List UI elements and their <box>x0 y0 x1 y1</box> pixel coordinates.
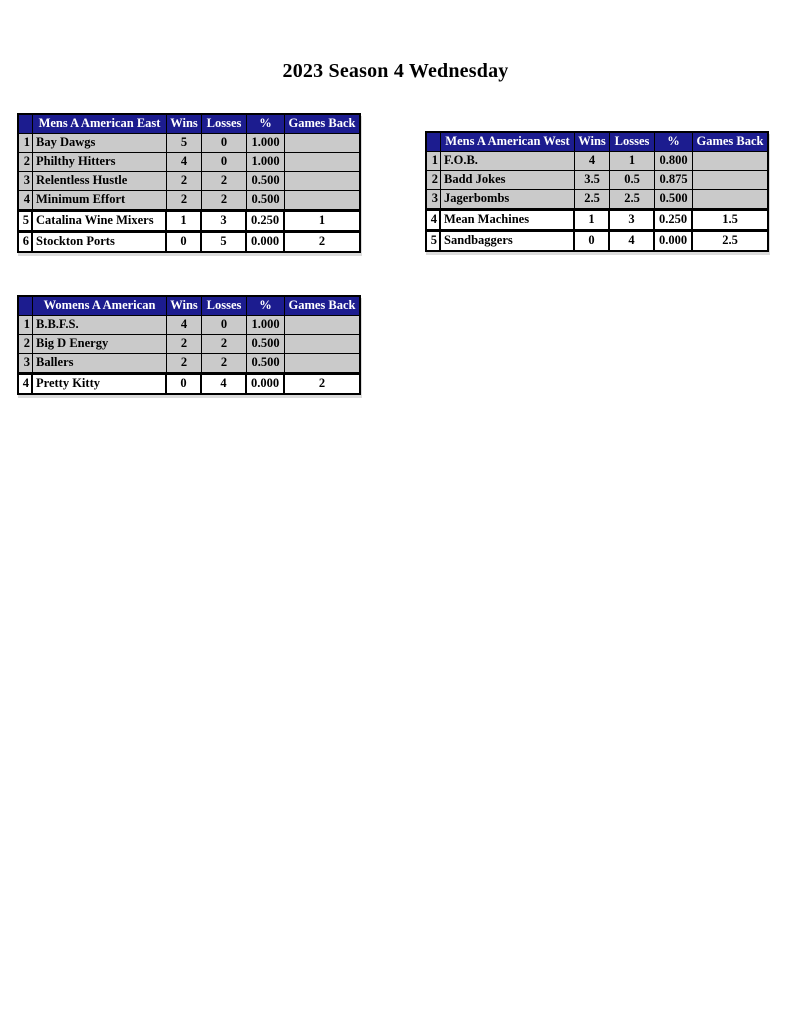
cell-team: F.O.B. <box>441 152 575 170</box>
cell-team: Ballers <box>33 354 167 372</box>
losses-column-header: Losses <box>202 297 247 315</box>
cell-games-back: 1 <box>318 213 326 227</box>
table-row <box>19 231 359 251</box>
table-title: Mens A American East <box>33 115 167 133</box>
cell-wins: 3.5 <box>575 171 610 189</box>
pct-column-header: % <box>247 115 285 133</box>
table-header-row <box>19 297 359 316</box>
cell-losses: 0 <box>202 153 247 171</box>
cell-wins: 5 <box>167 134 202 152</box>
table-body <box>19 134 359 251</box>
cell-team: Bay Dawgs <box>33 134 167 152</box>
table-row <box>19 153 359 172</box>
cell-losses: 3 <box>202 212 247 230</box>
cell-rank: 1 <box>19 134 33 152</box>
cell-rank: 3 <box>19 172 33 190</box>
cell-wins: 2 <box>167 191 202 209</box>
cell-games-back <box>693 152 767 170</box>
cell-games-back <box>285 191 359 209</box>
cell-rank: 1 <box>19 316 33 334</box>
cell-games-back <box>285 134 359 152</box>
cell-games-back <box>285 335 359 353</box>
cell-games-back <box>285 354 359 372</box>
table-title: Womens A American <box>33 297 167 315</box>
cell-losses: 0 <box>202 134 247 152</box>
cell-rank: 5 <box>427 232 441 250</box>
table-title: Mens A American West <box>441 133 575 151</box>
cell-team: B.B.F.S. <box>33 316 167 334</box>
cell-team: Relentless Hustle <box>33 172 167 190</box>
table-row <box>427 230 767 250</box>
cell-rank: 5 <box>19 212 33 230</box>
cell-games-back: 2.5 <box>722 233 738 247</box>
rank-column-header <box>19 297 33 315</box>
cell-pct: 1.000 <box>247 316 285 334</box>
cell-pct: 0.500 <box>655 190 693 208</box>
cell-rank: 1 <box>427 152 441 170</box>
standings-table-mens-east <box>17 113 361 253</box>
table-row <box>427 209 767 230</box>
cell-losses: 2 <box>202 354 247 372</box>
cell-losses: 0.5 <box>610 171 655 189</box>
table-row <box>19 191 359 210</box>
cell-losses: 1 <box>610 152 655 170</box>
table-row <box>19 335 359 354</box>
cell-losses: 2.5 <box>610 190 655 208</box>
cell-games-back <box>285 153 359 171</box>
cell-rank: 4 <box>19 375 33 393</box>
cell-wins: 2 <box>167 172 202 190</box>
cell-team: Catalina Wine Mixers <box>33 212 167 230</box>
cell-wins: 4 <box>575 152 610 170</box>
cell-wins: 4 <box>167 316 202 334</box>
cell-rank: 4 <box>427 211 441 229</box>
table-body <box>19 316 359 393</box>
cell-pct: 0.000 <box>247 233 285 251</box>
cell-rank: 3 <box>19 354 33 372</box>
cell-rank: 2 <box>427 171 441 189</box>
cell-pct: 0.500 <box>247 354 285 372</box>
losses-column-header: Losses <box>610 133 655 151</box>
cell-pct: 0.800 <box>655 152 693 170</box>
table-row <box>19 210 359 231</box>
cell-wins: 1 <box>575 211 610 229</box>
page-title: 2023 Season 4 Wednesday <box>282 60 509 82</box>
games-back-column-header: Games Back <box>693 133 767 151</box>
cell-losses: 2 <box>202 191 247 209</box>
cell-losses: 5 <box>202 233 247 251</box>
cell-games-back <box>285 316 359 334</box>
cell-losses: 4 <box>202 375 247 393</box>
cell-losses: 4 <box>610 232 655 250</box>
cell-pct: 1.000 <box>247 134 285 152</box>
standings-table-mens-west <box>425 131 769 252</box>
rank-column-header <box>19 115 33 133</box>
table-row <box>19 172 359 191</box>
cell-team: Minimum Effort <box>33 191 167 209</box>
cell-team: Pretty Kitty <box>33 375 167 393</box>
cell-team: Sandbaggers <box>441 232 575 250</box>
cell-rank: 3 <box>427 190 441 208</box>
table-row <box>427 190 767 209</box>
cell-losses: 2 <box>202 172 247 190</box>
wins-column-header: Wins <box>167 297 202 315</box>
cell-pct: 0.500 <box>247 172 285 190</box>
cell-team: Big D Energy <box>33 335 167 353</box>
cell-pct: 0.500 <box>247 335 285 353</box>
cell-wins: 2 <box>167 335 202 353</box>
games-back-column-header: Games Back <box>285 297 359 315</box>
cell-wins: 0 <box>167 375 202 393</box>
cell-team: Stockton Ports <box>33 233 167 251</box>
cell-wins: 1 <box>167 212 202 230</box>
cell-wins: 2 <box>167 354 202 372</box>
cell-rank: 2 <box>19 153 33 171</box>
cell-losses: 0 <box>202 316 247 334</box>
cell-games-back <box>693 171 767 189</box>
cell-rank: 6 <box>19 233 33 251</box>
cell-losses: 3 <box>610 211 655 229</box>
rank-column-header <box>427 133 441 151</box>
table-row <box>19 316 359 335</box>
cell-team: Mean Machines <box>441 211 575 229</box>
cell-pct: 0.500 <box>247 191 285 209</box>
games-back-column-header: Games Back <box>285 115 359 133</box>
standings-table-womens <box>17 295 361 395</box>
pct-column-header: % <box>655 133 693 151</box>
cell-rank: 4 <box>19 191 33 209</box>
wins-column-header: Wins <box>575 133 610 151</box>
cell-wins: 2.5 <box>575 190 610 208</box>
cell-losses: 2 <box>202 335 247 353</box>
cell-rank: 2 <box>19 335 33 353</box>
losses-column-header: Losses <box>202 115 247 133</box>
cell-team: Jagerbombs <box>441 190 575 208</box>
cell-wins: 0 <box>575 232 610 250</box>
cell-pct: 0.000 <box>655 232 693 250</box>
table-row <box>19 134 359 153</box>
cell-pct: 0.250 <box>655 211 693 229</box>
cell-games-back <box>285 172 359 190</box>
cell-wins: 4 <box>167 153 202 171</box>
cell-games-back: 2 <box>318 234 326 248</box>
cell-team: Philthy Hitters <box>33 153 167 171</box>
table-row <box>427 171 767 190</box>
cell-team: Badd Jokes <box>441 171 575 189</box>
table-header-row <box>427 133 767 152</box>
table-row <box>427 152 767 171</box>
pct-column-header: % <box>247 297 285 315</box>
cell-pct: 0.875 <box>655 171 693 189</box>
table-header-row <box>19 115 359 134</box>
cell-pct: 0.000 <box>247 375 285 393</box>
cell-pct: 1.000 <box>247 153 285 171</box>
table-row <box>19 373 359 393</box>
table-body <box>427 152 767 250</box>
wins-column-header: Wins <box>167 115 202 133</box>
cell-games-back <box>693 190 767 208</box>
table-row <box>19 354 359 373</box>
cell-games-back: 2 <box>318 376 326 390</box>
cell-games-back: 1.5 <box>722 212 738 226</box>
cell-wins: 0 <box>167 233 202 251</box>
cell-pct: 0.250 <box>247 212 285 230</box>
